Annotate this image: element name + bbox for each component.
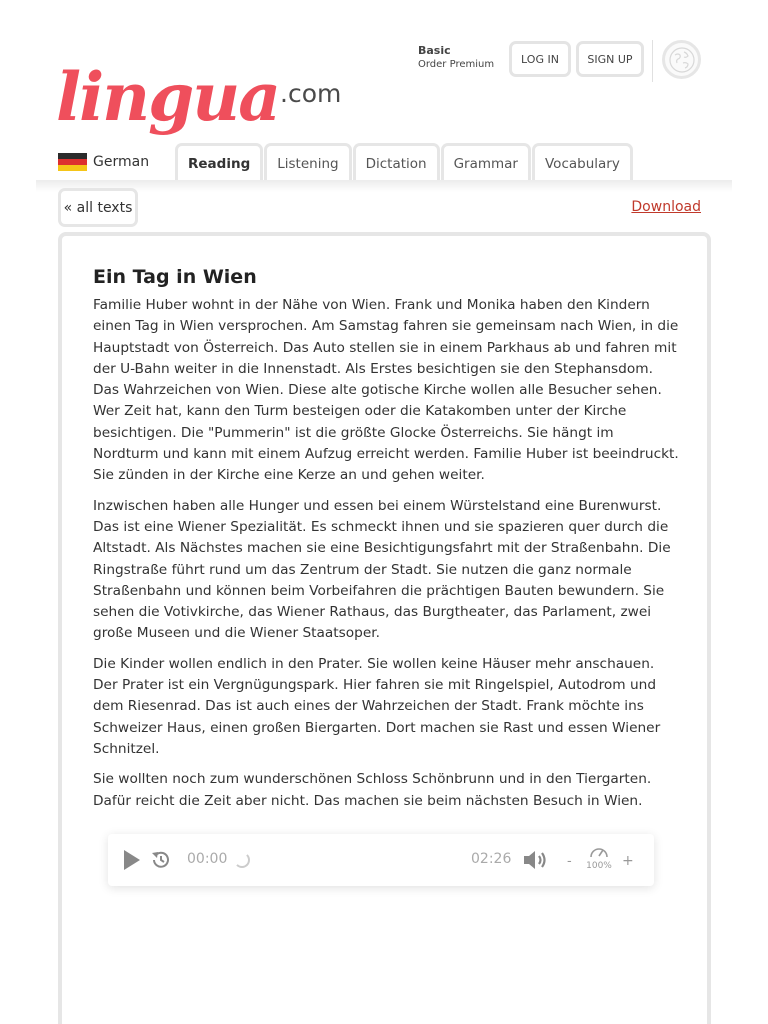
tab-listening[interactable]: Listening (264, 143, 351, 181)
download-link[interactable]: Download (631, 199, 701, 215)
duration: 02:26 (471, 851, 512, 867)
speed-decrease-button[interactable]: - (567, 854, 572, 869)
order-premium-link[interactable]: Order Premium (418, 59, 495, 70)
rewind-button[interactable] (150, 849, 172, 876)
login-button[interactable]: LOG IN (509, 41, 571, 77)
article-paragraph: Die Kinder wollen endlich in den Prater. Sie wollen keine Häuser mehr anschauen. Der Prater ist ein Vergnügungspark. Hier fahren sie mit Ringelspiel, Autodrom und dem Riesenrad. Das ist auch eines der Wahrzeichen der Stadt. Frank möchte ins Schweizer Haus, einen großen Biergarten. Dort machen sie Rast und essen Wiener Schnitzel. (93, 655, 661, 757)
speed-increase-button[interactable]: + (622, 853, 634, 869)
speed-value: 100% (586, 861, 612, 871)
article-paragraph: Inzwischen haben alle Hunger und essen bei einem Würstelstand eine Burenwurst. Das ist eine Wiener Spezialität. Es schmeckt ihnen und sie spazieren quer durch die Altstadt. Als Nächstes machen sie eine Besichtigungsfahrt mit der Straßenbahn. Die Ringstraße führt rund um das Zentrum der Stadt. Sie nutzen die ganz normale Straßenbahn und können beim Vorbeifahren die prächtigen Bauten bewundern. Sie sehen die Votivkirche, das Wiener Rathaus, das Burgtheater, das Parlament, zwei große Museen und die Wiener Staatsoper. (93, 497, 671, 642)
plan-info (418, 44, 494, 70)
article-title: Ein Tag in Wien (93, 266, 257, 288)
article-paragraph: Sie wollten noch zum wunderschönen Schloss Schönbrunn und in den Tiergarten. Dafür reicht die Zeit aber nicht. Das machen sie beim nächsten Besuch in Wien. (93, 771, 652, 809)
language-label: German (93, 154, 150, 170)
logo-wordmark: lingua (56, 58, 280, 136)
tab-grammar[interactable]: Grammar (441, 143, 531, 181)
section-tabs (175, 143, 634, 181)
logo-domain: .com (280, 79, 342, 108)
play-button[interactable] (122, 848, 142, 877)
globe-icon (668, 46, 696, 74)
tab-dictation[interactable]: Dictation (353, 143, 440, 181)
playback-speed (586, 845, 612, 871)
current-time: 00:00 (187, 851, 228, 867)
loading-spinner (234, 852, 250, 868)
article-paragraph: Familie Huber wohnt in der Nähe von Wien. Frank und Monika haben den Kindern einen Tag in Wien versprochen. Am Samstag fahren sie gemeinsam nach Wien, in die Hauptstadt von Österreich. Das Auto stellen sie in einem Parkhaus ab und fahren mit der U-Bahn weiter in die Innenstadt. Als Erstes besichtigen sie den Stephansdom. Das Wahrzeichen von Wien. Diese alte gotische Kirche wollen alle Besucher sehen. Wer Zeit hat, kann den Turm besteigen oder die Katakomben unter der Kirche besichtigen. Die "Pummerin" ist die größte Glocke Österreichs. Sie hängt im Nordturm und kann mit einem Aufzug erreicht werden. Familie Huber ist beeindruckt. Sie zünden in der Kirche eine Kerze an und gehen weiter. (93, 297, 679, 484)
tab-vocabulary[interactable]: Vocabulary (532, 143, 633, 181)
audio-player (108, 834, 654, 886)
tab-reading[interactable]: Reading (175, 143, 263, 181)
plan-name: Basic (418, 44, 451, 57)
play-icon (122, 848, 142, 872)
header-divider (652, 40, 653, 82)
volume-button[interactable] (522, 848, 550, 877)
signup-button[interactable]: SIGN UP (576, 41, 644, 77)
rewind-icon (150, 849, 172, 871)
article-body (93, 295, 681, 821)
volume-icon (522, 848, 550, 872)
german-flag-icon (58, 153, 87, 171)
language-selector[interactable] (58, 153, 149, 171)
language-globe-button[interactable] (662, 40, 701, 79)
all-texts-button[interactable]: « all texts (58, 188, 138, 227)
navbar-shadow (36, 180, 732, 192)
speedometer-icon (589, 845, 609, 858)
logo[interactable] (56, 44, 342, 136)
